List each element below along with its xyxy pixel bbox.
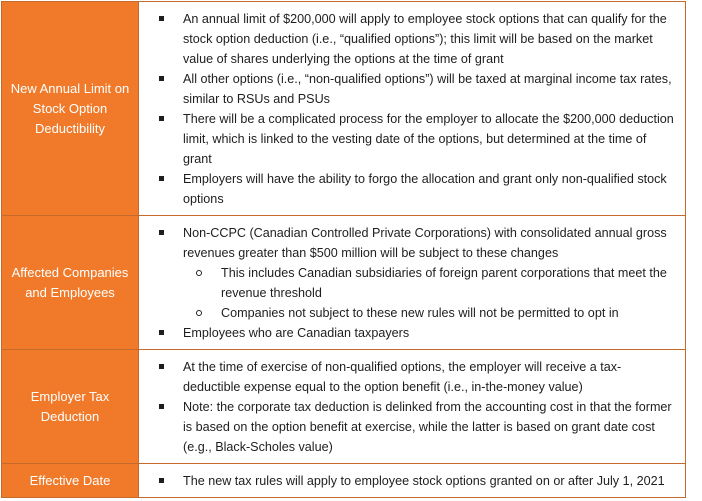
list-item: At the time of exercise of non-qualified options, the employer will receive a tax-deductible expense equal to the option benefit (i.e., in-the-money value) [149,357,677,397]
row-content-annual-limit [139,2,686,216]
list-item: There will be a complicated process for the employer to allocate the $200,000 deduction limit, which is linked to the vesting date of the options, but determined at the time of grant [149,109,677,169]
table-row-effective-date [2,464,686,498]
list-item: All other options (i.e., “non-qualified options”) will be taxed at marginal income tax rates, similar to RSUs and PSUs [149,69,677,109]
sub-list-item: Companies not subject to these new rules will not be permitted to opt in [149,303,677,323]
bullet-list [149,323,677,343]
row-label-annual-limit: New Annual Limit on Stock Option Deductibility [2,2,139,216]
sub-bullet-list [149,263,677,323]
list-item: Note: the corporate tax deduction is delinked from the accounting cost in that the former is based on the option benefit at exercise, while the latter is based on grant date cost (e.g., Black-Scholes value) [149,397,677,457]
bullet-list [149,471,677,491]
table-row-annual-limit [2,2,686,216]
bullet-list [149,357,677,457]
row-content-employer-deduction [139,350,686,464]
row-label-effective-date: Effective Date [2,464,139,498]
bullet-list [149,9,677,209]
sub-list-item: This includes Canadian subsidiaries of foreign parent corporations that meet the revenue threshold [149,263,677,303]
row-label-employer-deduction: Employer Tax Deduction [2,350,139,464]
row-content-effective-date [139,464,686,498]
list-item: Employers will have the ability to forgo the allocation and grant only non-qualified stock options [149,169,677,209]
list-item: Non-CCPC (Canadian Controlled Private Corporations) with consolidated annual gross revenues greater than $500 million will be subject to these changes [149,223,677,263]
stock-option-summary-table [1,1,686,498]
bullet-list [149,223,677,263]
row-label-affected-companies: Affected Companies and Employees [2,216,139,350]
list-item: Employees who are Canadian taxpayers [149,323,677,343]
list-item: An annual limit of $200,000 will apply to employee stock options that can qualify for the stock option deduction (i.e., “qualified options”); this limit will be based on the market value of shares underlying the options at the time of grant [149,9,677,69]
list-item: The new tax rules will apply to employee stock options granted on or after July 1, 2021 [149,471,677,491]
table-row-employer-deduction [2,350,686,464]
row-content-affected-companies [139,216,686,350]
table-row-affected-companies [2,216,686,350]
